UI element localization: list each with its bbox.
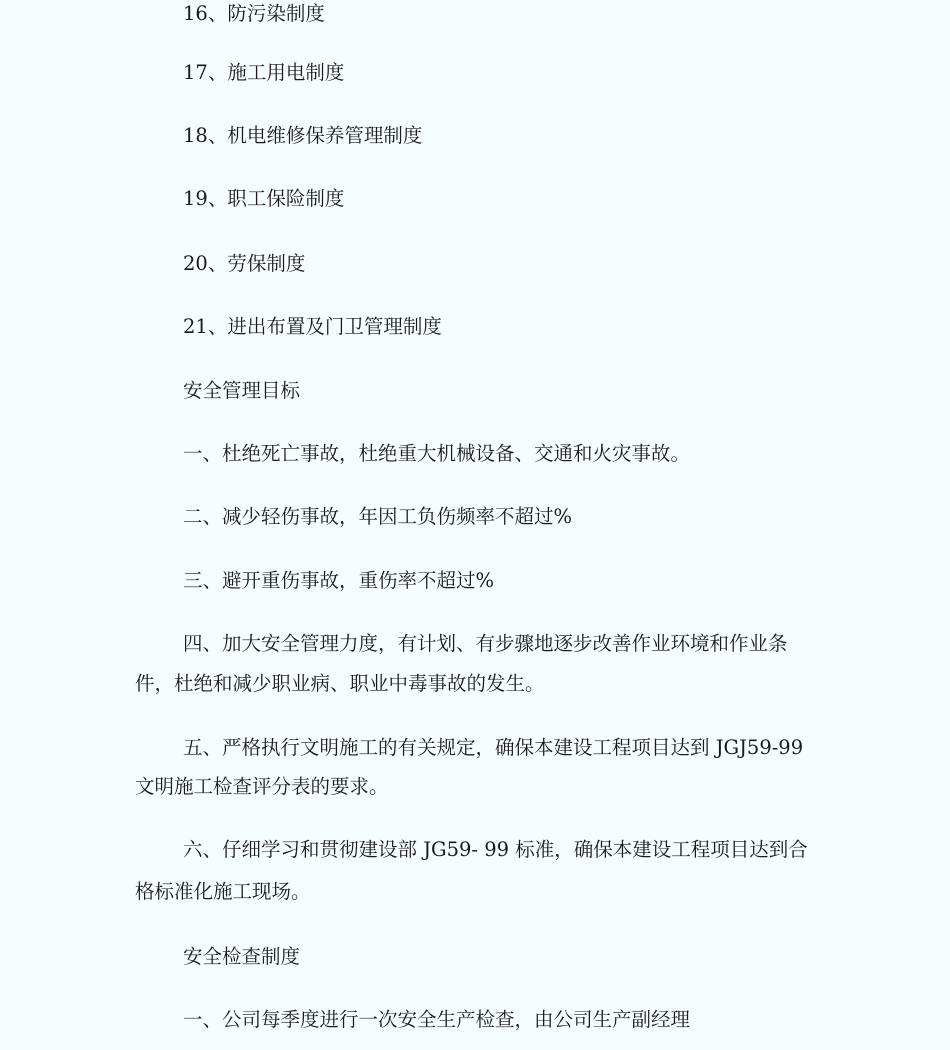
list-item-19: 19、职工保险制度 xyxy=(183,187,345,210)
goal-item-4-continued: 件，杜绝和减少职业病、职业中毒事故的发生。 xyxy=(135,672,545,695)
goal-item-6: 六、仔细学习和贯彻建设部 JG59- 99 标准，确保本建设工程项目达到合 xyxy=(183,838,808,861)
goal-item-6-continued: 格标准化施工现场。 xyxy=(135,880,311,903)
list-item-20: 20、劳保制度 xyxy=(183,252,306,275)
goal-item-5: 五、严格执行文明施工的有关规定，确保本建设工程项目达到 JGJ59-99 xyxy=(183,736,804,759)
goal-item-3: 三、避开重伤事故，重伤率不超过% xyxy=(183,569,495,592)
goal-item-2: 二、减少轻伤事故，年因工负伤频率不超过% xyxy=(183,505,573,528)
goal-item-4: 四、加大安全管理力度，有计划、有步骤地逐步改善作业环境和作业条 xyxy=(183,632,788,655)
goal-item-5-continued: 文明施工检查评分表的要求。 xyxy=(135,775,389,798)
list-item-21: 21、进出布置及门卫管理制度 xyxy=(183,315,442,338)
list-item-18: 18、机电维修保养管理制度 xyxy=(183,124,423,147)
goal-item-1: 一、杜绝死亡事故，杜绝重大机械设备、交通和火灾事故。 xyxy=(183,442,691,465)
inspection-item-1: 一、公司每季度进行一次安全生产检查，由公司生产副经理 xyxy=(183,1008,691,1031)
section-heading-safety-goals: 安全管理目标 xyxy=(183,379,301,402)
section-heading-safety-inspection: 安全检查制度 xyxy=(183,945,301,968)
list-item-16: 16、防污染制度 xyxy=(183,2,325,25)
list-item-17: 17、施工用电制度 xyxy=(183,61,345,84)
